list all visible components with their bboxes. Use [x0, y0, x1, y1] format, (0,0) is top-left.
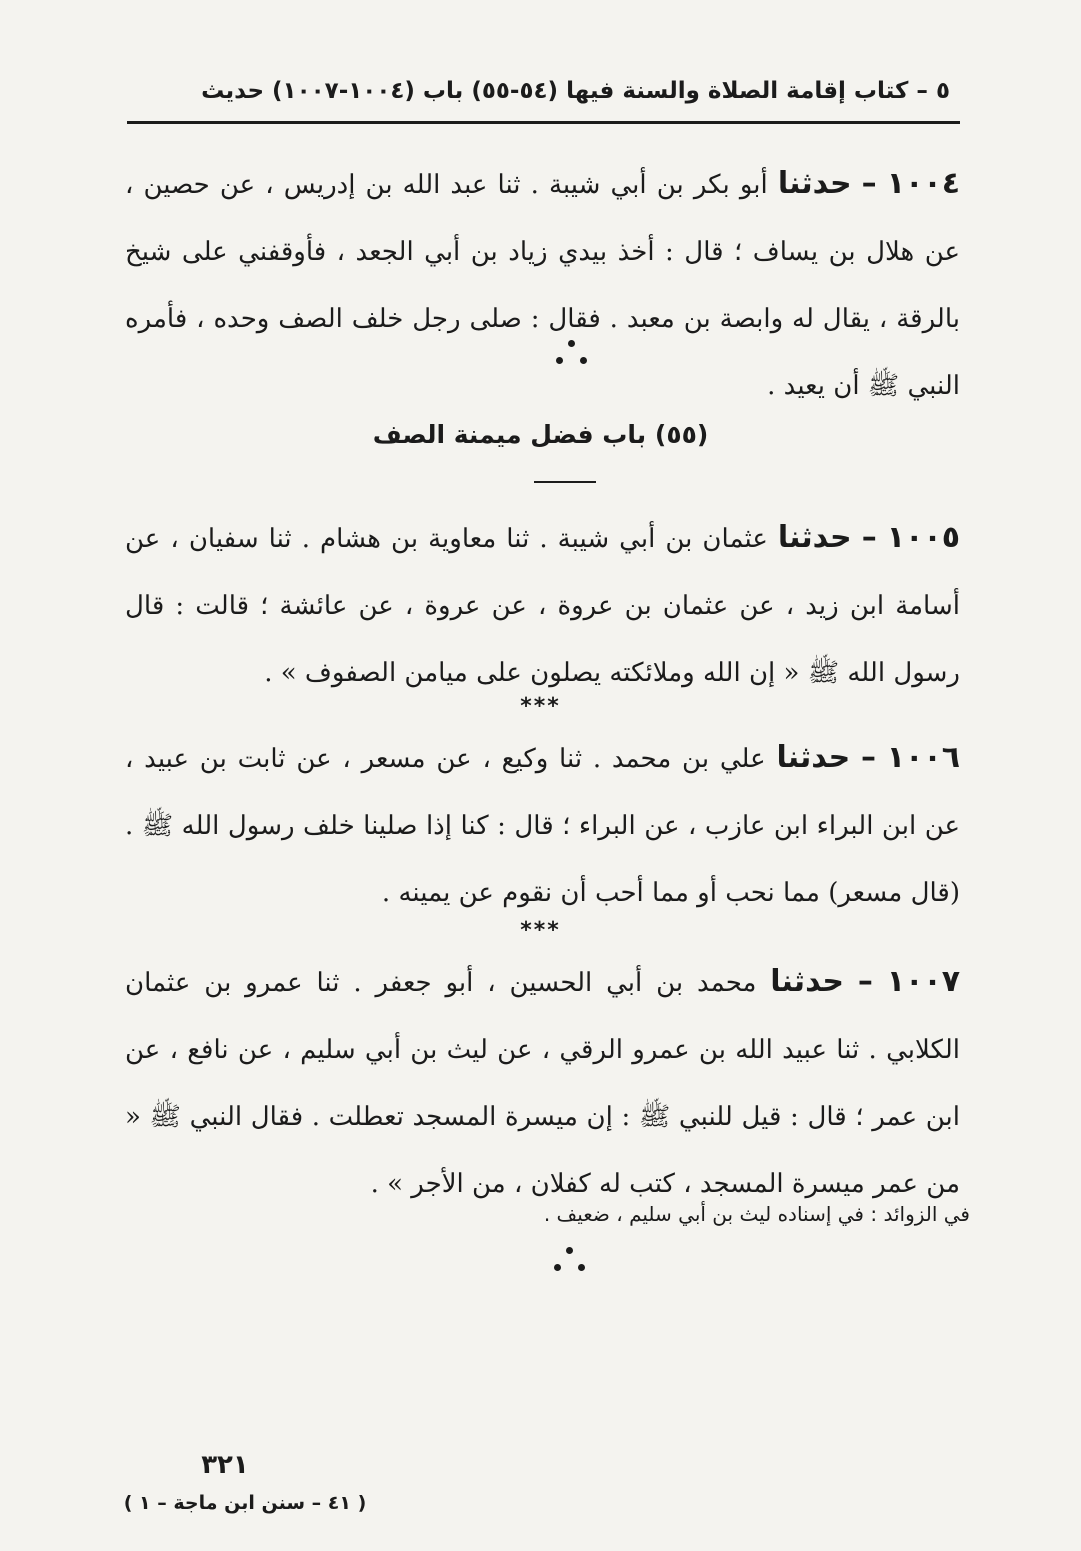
hadith-number: ١٠٠٧: [886, 964, 961, 999]
page-number: ٣٢١: [201, 1450, 249, 1480]
hadith-dash: –: [857, 964, 873, 999]
hadith-body: علي بن محمد . ثنا وكيع ، عن مسعر ، عن ثابت بن عبيد ، عن ابن البراء ابن عازب ، عن البراء ؛ قال : كنا إذا صلينا خلف رسول الله ﷺ . (قال مسعر) مما نحب أو مما أحب أن نقوم عن يمينه .: [125, 744, 960, 908]
hadith-narrated-label: حدثنا: [777, 166, 852, 201]
hadith-number: ١٠٠٦: [886, 740, 961, 775]
hadith-narrated-label: حدثنا: [770, 964, 845, 999]
asterism-separator: ***: [520, 694, 561, 719]
running-header: ٥ – كتاب إقامة الصلاة والسنة فيها (٥٤-٥٥) باب (١٠٠٤-١٠٠٧) حديث: [201, 78, 950, 104]
hadith-body: أبو بكر بن أبي شيبة . ثنا عبد الله بن إدريس ، عن حصين ، عن هلال بن يساف ؛ قال : أخذ بيدي زياد بن أبي الجعد ، فأوقفني على شيخ بالرقة ، يقال له وابصة بن معبد . فقال : صلى رجل خلف الصف وحده ، فأمره النبي ﷺ أن يعيد .: [125, 170, 960, 401]
chapter-title: (٥٥) باب فضل ميمنة الصف: [372, 420, 709, 449]
separator-dots: [550, 1245, 590, 1275]
hadith-dash: –: [861, 166, 877, 201]
hadith-narrated-label: حدثنا: [776, 740, 851, 775]
printer-signature: ( ٤١ – سنن ابن ماجة – ١ ): [123, 1492, 367, 1514]
separator-dots: [552, 338, 592, 368]
chapter-rule: [534, 481, 596, 483]
hadith-number: ١٠٠٤: [886, 166, 961, 201]
hadith-1006: [125, 724, 960, 927]
header-rule: [127, 121, 960, 124]
hadith-1005: [125, 504, 960, 707]
hadith-body: محمد بن أبي الحسين ، أبو جعفر . ثنا عمرو بن عثمان الكلابي . ثنا عبيد الله بن عمرو الرقي ، عن ليث بن أبي سليم ، عن نافع ، عن ابن عمر ؛ قال : قيل للنبي ﷺ : إن ميسرة المسجد تعطلت . فقال النبي ﷺ « من عمر ميسرة المسجد ، كتب له كفلان ، من الأجر » .: [125, 968, 960, 1199]
hadith-narrated-label: حدثنا: [777, 520, 852, 555]
hadith-number: ١٠٠٥: [886, 520, 961, 555]
hadith-dash: –: [861, 520, 877, 555]
hadith-dash: –: [861, 740, 876, 775]
hadith-1007: [125, 948, 960, 1218]
hadith-1004: [125, 150, 960, 420]
zawaid-note: في الزوائد : في إسناده ليث بن أبي سليم ، ضعيف .: [543, 1202, 970, 1226]
asterism-separator: ***: [520, 918, 561, 943]
hadith-body: عثمان بن أبي شيبة . ثنا معاوية بن هشام . ثنا سفيان ، عن أسامة ابن زيد ، عن عثمان بن عروة ، عن عروة ، عن عائشة ؛ قالت : قال رسول الله ﷺ « إن الله وملائكته يصلون على ميامن الصفوف » .: [125, 524, 960, 688]
